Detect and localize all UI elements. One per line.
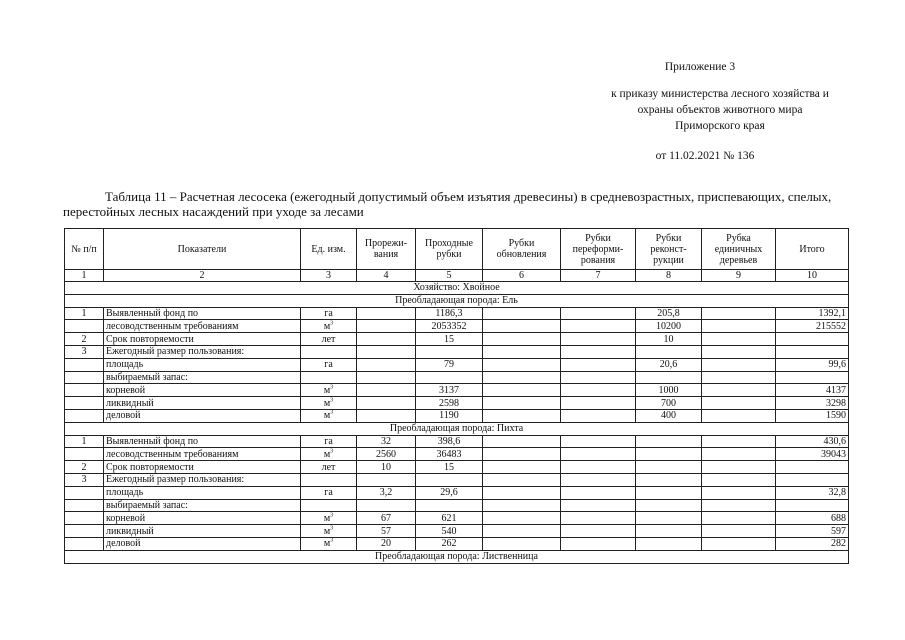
table-cell	[702, 435, 776, 448]
table-cell	[702, 371, 776, 384]
table-cell: $м^3$	[301, 384, 357, 397]
table-cell	[357, 345, 416, 358]
table-cell	[776, 461, 849, 474]
column-header: Рубки переформи-рования	[561, 229, 636, 270]
table-cell	[702, 333, 776, 346]
table-cell	[357, 499, 416, 512]
table-cell: площадь	[104, 358, 301, 371]
table-cell	[483, 307, 561, 320]
table-cell: 2	[104, 270, 301, 282]
section-title-row	[65, 550, 849, 563]
table-cell	[65, 486, 104, 499]
table-cell	[301, 345, 357, 358]
table-cell	[561, 358, 636, 371]
table-row	[65, 371, 849, 384]
table-cell	[702, 461, 776, 474]
table-cell: 205,8	[636, 307, 702, 320]
table-cell	[483, 333, 561, 346]
table-cell: 3298	[776, 397, 849, 410]
column-header: Показатели	[104, 229, 301, 270]
table-cell: 2	[65, 461, 104, 474]
table-cell: га	[301, 358, 357, 371]
table-cell: 67	[357, 512, 416, 525]
table-cell: 6	[483, 270, 561, 282]
table-cell: 1	[65, 307, 104, 320]
table-cell: 2598	[416, 397, 483, 410]
table-row	[65, 512, 849, 525]
table-cell	[776, 333, 849, 346]
table-cell: $м^3$	[301, 525, 357, 538]
table-cell	[483, 461, 561, 474]
table-cell	[636, 461, 702, 474]
table-cell	[702, 307, 776, 320]
table-cell	[702, 525, 776, 538]
table-cell	[702, 345, 776, 358]
table-cell: Хозяйство: Хвойное	[65, 282, 849, 295]
table-cell	[561, 384, 636, 397]
table-cell	[301, 371, 357, 384]
table-cell	[702, 537, 776, 550]
table-cell: Выявленный фонд по	[104, 435, 301, 448]
table-cell: 10200	[636, 320, 702, 333]
table-cell: 215552	[776, 320, 849, 333]
order-line-1: к приказу министерства лесного хозяйства и	[611, 88, 829, 100]
table-cell	[483, 384, 561, 397]
column-header: Ед. изм.	[301, 229, 357, 270]
table-cell	[416, 473, 483, 486]
table-body	[65, 270, 849, 564]
table-cell: 3	[301, 270, 357, 282]
table-cell	[483, 486, 561, 499]
table-cell: корневой	[104, 512, 301, 525]
table-cell	[561, 512, 636, 525]
table-cell: 10	[636, 333, 702, 346]
table-cell	[65, 448, 104, 461]
table-cell: 621	[416, 512, 483, 525]
table-cell: 32,8	[776, 486, 849, 499]
table-cell: 5	[416, 270, 483, 282]
table-cell	[636, 448, 702, 461]
column-header: Рубки реконст-рукции	[636, 229, 702, 270]
table-cell: деловой	[104, 409, 301, 422]
table-cell: 15	[416, 461, 483, 474]
table-cell	[636, 499, 702, 512]
table-cell	[65, 384, 104, 397]
table-cell: га	[301, 435, 357, 448]
table-cell: 29,6	[416, 486, 483, 499]
table-cell: 540	[416, 525, 483, 538]
table-cell	[636, 537, 702, 550]
table-cell	[702, 512, 776, 525]
table-cell: Преобладающая порода: Ель	[65, 294, 849, 307]
table-cell	[636, 345, 702, 358]
table-cell: 99,6	[776, 358, 849, 371]
table-cell	[357, 371, 416, 384]
table-cell	[636, 512, 702, 525]
table-header-row	[65, 229, 849, 270]
table-cell: площадь	[104, 486, 301, 499]
table-cell: $м^3$	[301, 512, 357, 525]
table-cell	[416, 371, 483, 384]
table-cell: лет	[301, 461, 357, 474]
table-cell: 7	[561, 270, 636, 282]
table-cell	[561, 448, 636, 461]
table-cell: деловой	[104, 537, 301, 550]
table-cell	[702, 320, 776, 333]
table-cell	[561, 371, 636, 384]
table-cell	[357, 358, 416, 371]
table-cell: 1392,1	[776, 307, 849, 320]
table-cell	[561, 525, 636, 538]
table-cell	[561, 333, 636, 346]
table-cell: 262	[416, 537, 483, 550]
table-cell: Срок повторяемости	[104, 461, 301, 474]
column-number-row	[65, 270, 849, 282]
table-cell: Выявленный фонд по	[104, 307, 301, 320]
table-cell: выбираемый запас:	[104, 499, 301, 512]
table-cell: 1	[65, 435, 104, 448]
table-cell	[561, 435, 636, 448]
table-cell: 36483	[416, 448, 483, 461]
column-header: Итого	[776, 229, 849, 270]
column-header: Рубка единичных деревьев	[702, 229, 776, 270]
table-cell: $м^3$	[301, 448, 357, 461]
table-cell	[561, 486, 636, 499]
table-caption: Таблица 11 – Расчетная лесосека (ежегодный допустимый объем изъятия древесины) в средневозрастных, приспевающих, спелых, перестойных лесных насаждений при уходе за лесами	[63, 189, 832, 219]
table-cell	[357, 320, 416, 333]
table-cell	[483, 345, 561, 358]
table-cell	[636, 435, 702, 448]
table-cell	[561, 473, 636, 486]
table-cell	[65, 499, 104, 512]
table-row	[65, 486, 849, 499]
table-cell: 20	[357, 537, 416, 550]
table-cell: 10	[776, 270, 849, 282]
table-cell	[483, 525, 561, 538]
table-cell: Срок повторяемости	[104, 333, 301, 346]
table-cell	[65, 397, 104, 410]
table-cell: выбираемый запас:	[104, 371, 301, 384]
table-cell: 688	[776, 512, 849, 525]
table-cell	[483, 537, 561, 550]
table-cell	[483, 371, 561, 384]
table-cell: 597	[776, 525, 849, 538]
table-cell	[483, 409, 561, 422]
table-cell: Преобладающая порода: Пихта	[65, 422, 849, 435]
table-cell	[357, 333, 416, 346]
table-cell	[636, 525, 702, 538]
table-row	[65, 333, 849, 346]
table-cell	[65, 512, 104, 525]
section-title-row	[65, 294, 849, 307]
table-cell	[483, 448, 561, 461]
table-cell	[301, 499, 357, 512]
column-header: Прорежи-вания	[357, 229, 416, 270]
table-cell: 1186,3	[416, 307, 483, 320]
table-cell	[561, 320, 636, 333]
table-cell	[702, 486, 776, 499]
table-row	[65, 384, 849, 397]
table-cell: $м^3$	[301, 397, 357, 410]
table-cell: $м^3$	[301, 320, 357, 333]
table-cell	[702, 499, 776, 512]
table-cell	[702, 448, 776, 461]
table-cell	[483, 473, 561, 486]
table-row	[65, 499, 849, 512]
table-row	[65, 358, 849, 371]
table-cell	[702, 397, 776, 410]
column-header: № п/п	[65, 229, 104, 270]
table-row	[65, 320, 849, 333]
table-cell: 398,6	[416, 435, 483, 448]
appendix-label: Приложение 3	[664, 61, 736, 73]
table-cell	[483, 397, 561, 410]
table-cell	[776, 473, 849, 486]
table-row	[65, 397, 849, 410]
table-cell: 8	[636, 270, 702, 282]
table-cell: 3137	[416, 384, 483, 397]
table-cell: га	[301, 486, 357, 499]
table-cell: Ежегодный размер пользования:	[104, 345, 301, 358]
table-cell: га	[301, 307, 357, 320]
table-cell: 39043	[776, 448, 849, 461]
table-cell	[65, 320, 104, 333]
table-row	[65, 435, 849, 448]
order-line-2: охраны объектов животного мира	[637, 104, 803, 116]
table-cell	[561, 461, 636, 474]
table-row	[65, 307, 849, 320]
table-cell: 4	[357, 270, 416, 282]
table-cell: 1590	[776, 409, 849, 422]
table-row	[65, 461, 849, 474]
table-cell: 79	[416, 358, 483, 371]
table-cell: Преобладающая порода: Лиственница	[65, 550, 849, 563]
table-cell	[702, 473, 776, 486]
table-cell	[65, 525, 104, 538]
table-cell: 4137	[776, 384, 849, 397]
table-cell: лет	[301, 333, 357, 346]
section-title-row	[65, 422, 849, 435]
table-row	[65, 473, 849, 486]
table-cell	[636, 371, 702, 384]
table-cell	[561, 409, 636, 422]
table-cell	[561, 307, 636, 320]
table-cell	[561, 345, 636, 358]
table-cell	[483, 512, 561, 525]
table-cell: ликвидный	[104, 397, 301, 410]
table-cell: 1	[65, 270, 104, 282]
table-cell	[561, 397, 636, 410]
table-cell: 1190	[416, 409, 483, 422]
table-cell: 20,6	[636, 358, 702, 371]
table-cell	[776, 499, 849, 512]
table-cell: 2053352	[416, 320, 483, 333]
table-cell	[561, 537, 636, 550]
table-cell	[301, 473, 357, 486]
table-cell	[483, 499, 561, 512]
farm-row	[65, 282, 849, 295]
table-cell	[702, 384, 776, 397]
table-cell: 15	[416, 333, 483, 346]
table-cell: 2560	[357, 448, 416, 461]
table-cell	[636, 486, 702, 499]
table-cell: 430,6	[776, 435, 849, 448]
table-cell	[776, 345, 849, 358]
column-header: Проходные рубки	[416, 229, 483, 270]
table-cell: $м^3$	[301, 537, 357, 550]
table-cell	[416, 499, 483, 512]
table-cell	[357, 409, 416, 422]
table-row	[65, 345, 849, 358]
table-cell	[416, 345, 483, 358]
table-cell	[776, 371, 849, 384]
table-cell: 700	[636, 397, 702, 410]
column-header: Рубки обновления	[483, 229, 561, 270]
table-cell	[65, 371, 104, 384]
table-cell	[636, 473, 702, 486]
table-cell: 2	[65, 333, 104, 346]
table-row	[65, 525, 849, 538]
table-cell: 32	[357, 435, 416, 448]
table-cell: корневой	[104, 384, 301, 397]
table-row	[65, 537, 849, 550]
table-cell	[561, 499, 636, 512]
table-cell: Ежегодный размер пользования:	[104, 473, 301, 486]
table-cell	[357, 307, 416, 320]
table-cell	[357, 473, 416, 486]
table-row	[65, 448, 849, 461]
table-cell: 3,2	[357, 486, 416, 499]
table-cell: 9	[702, 270, 776, 282]
table-cell	[483, 435, 561, 448]
table-cell: ликвидный	[104, 525, 301, 538]
table-row	[65, 409, 849, 422]
table-cell	[702, 358, 776, 371]
table-cell	[702, 409, 776, 422]
table-cell	[65, 537, 104, 550]
table-cell	[357, 397, 416, 410]
table-cell	[357, 384, 416, 397]
table-cell: 10	[357, 461, 416, 474]
table-cell: 400	[636, 409, 702, 422]
table-cell	[483, 320, 561, 333]
order-date: от 11.02.2021 № 136	[655, 150, 755, 162]
table-cell: 3	[65, 345, 104, 358]
forest-cutting-table	[64, 228, 849, 564]
table-cell: 3	[65, 473, 104, 486]
table-cell	[483, 358, 561, 371]
table-cell	[65, 409, 104, 422]
table-cell: 1000	[636, 384, 702, 397]
table-cell: $м^3$	[301, 409, 357, 422]
table-cell: 57	[357, 525, 416, 538]
table-cell	[65, 358, 104, 371]
order-line-3: Приморского края	[675, 120, 765, 132]
table-cell: лесоводственным требованиям	[104, 320, 301, 333]
table-cell: лесоводственным требованиям	[104, 448, 301, 461]
table-cell: 282	[776, 537, 849, 550]
